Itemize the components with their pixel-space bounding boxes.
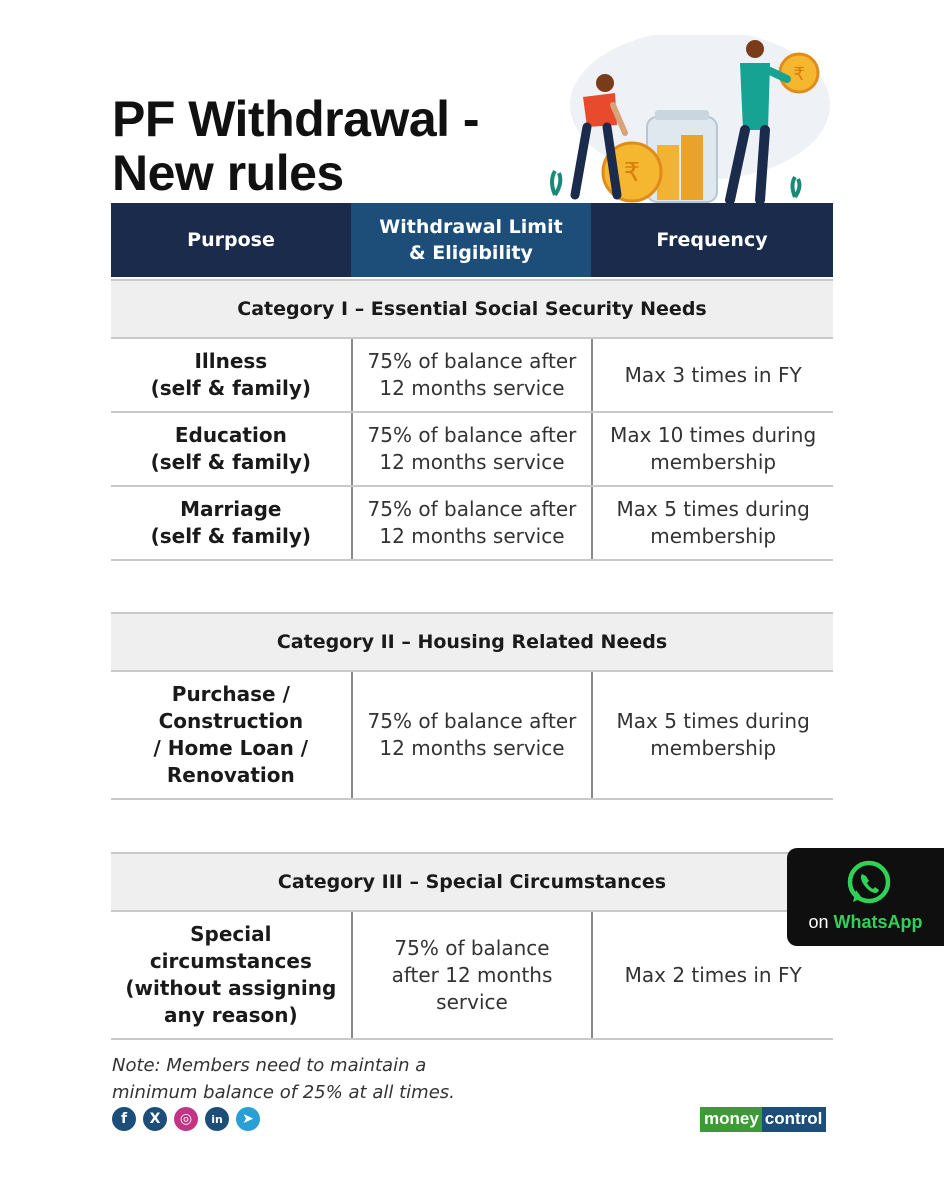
frequency-cell: Max 2 times in FY [592,911,833,1039]
header-table [111,203,833,277]
whatsapp-name: WhatsApp [833,912,923,932]
facebook-icon[interactable]: f [112,1107,136,1131]
table-row [111,486,833,560]
brand-part-2: control [762,1107,827,1132]
savings-illustration [525,35,835,205]
table-row [111,412,833,486]
title-line-1: PF Withdrawal - [112,91,480,147]
frequency-cell: Max 3 times in FY [592,338,833,412]
purpose-cell: Purchase / Construction / Home Loan / Renovation [111,671,352,799]
limit-cell: 75% of balance after 12 months service [352,911,593,1039]
purpose-cell: Illness (self & family) [111,338,352,412]
category-3-table [111,852,833,1040]
telegram-icon[interactable]: ➤ [236,1107,260,1131]
frequency-cell: Max 5 times during membership [592,486,833,560]
limit-cell: 75% of balance after 12 months service [352,412,593,486]
category-title: Category II – Housing Related Needs [111,613,833,671]
whatsapp-badge[interactable] [787,848,944,946]
limit-cell: 75% of balance after 12 months service [352,671,593,799]
purpose-cell: Education (self & family) [111,412,352,486]
social-icons [112,1107,260,1131]
svg-text:₹: ₹ [793,64,805,85]
moneycontrol-logo [700,1106,826,1132]
instagram-icon[interactable]: ◎ [174,1107,198,1131]
brand-part-1: money [700,1107,762,1132]
header-purpose: Purpose [111,203,351,277]
whatsapp-label [787,912,944,933]
title-line-2: New rules [112,145,344,201]
purpose-cell: Marriage (self & family) [111,486,352,560]
purpose-cell: Special circumstances (without assigning any reason) [111,911,352,1039]
category-1-table [111,279,833,561]
svg-text:₹: ₹ [623,158,641,188]
category-title: Category I – Essential Social Security Needs [111,280,833,338]
category-title: Category III – Special Circumstances [111,853,833,911]
linkedin-icon[interactable]: in [205,1107,229,1131]
frequency-cell: Max 5 times during membership [592,671,833,799]
table-row [111,671,833,799]
limit-cell: 75% of balance after 12 months service [352,338,593,412]
table-row [111,338,833,412]
frequency-cell: Max 10 times during membership [592,412,833,486]
whatsapp-prefix: on [808,912,834,932]
header-limit: Withdrawal Limit & Eligibility [351,203,591,277]
header-frequency: Frequency [591,203,833,277]
table-row [111,911,833,1039]
page-title [112,92,552,200]
category-2-table [111,612,833,800]
whatsapp-icon [844,858,894,908]
footnote: Note: Members need to maintain a minimum balance of 25% at all times. [112,1055,455,1103]
limit-cell: 75% of balance after 12 months service [352,486,593,560]
x-icon[interactable]: X [143,1107,167,1131]
